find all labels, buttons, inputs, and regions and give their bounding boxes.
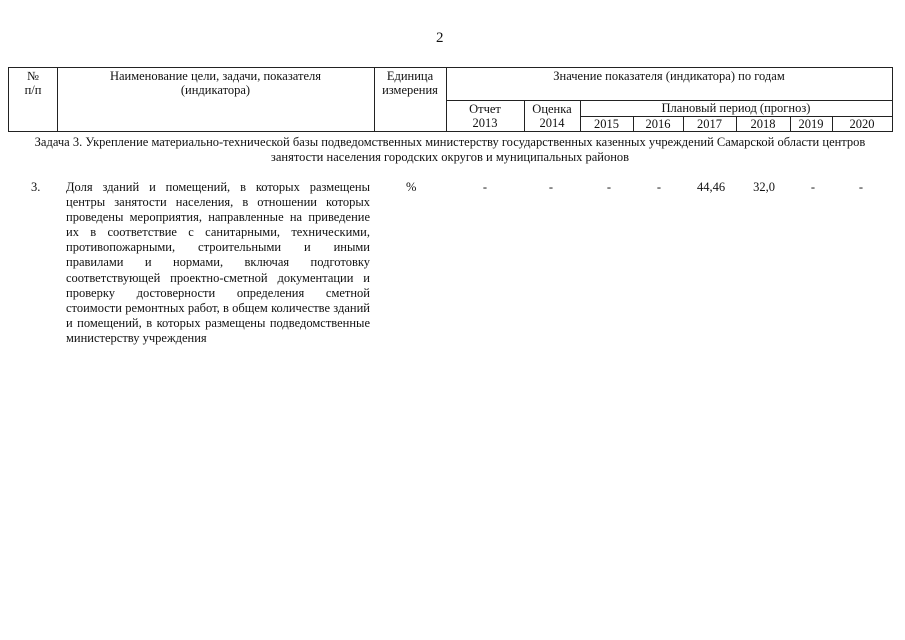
header-year: 2020 [849,117,875,131]
row-value-2015: - [606,180,612,194]
header-values: Значение показателя (индикатора) по годам [553,69,785,83]
task-title: Задача 3. Укрепление материально-технической базы подведомственных министерству государственных казенных учреждений Самарской области центров занятости населения городских округов и муниципальных районов [34,135,866,164]
row-indicator-name: Доля зданий и помещений, в которых размещены центры занятости населения, в отношении которых проведены мероприятия, направленные на приведение их в соответствие с санитарными, техническими, противопожарными, строительными и иными правилами и нормами, включая подготовку соответствующей проектно-сметной документации и проверку достоверности определения сметной стоимости ремонтных работ, в общем количестве зданий и помещений, в которых размещены подведомственные министерству учреждения [66,180,370,345]
header-report: Отчет 2013 [469,102,501,130]
row-number: 3. [31,180,41,194]
row-value-2018: 32,0 [753,180,775,194]
header-year: 2018 [750,117,776,131]
row-unit: % [406,180,417,194]
row-value-2017: 44,46 [696,180,726,194]
header-estimate: Оценка 2014 [532,102,572,130]
header-name: Наименование цели, задачи, показателя (индикатора) [109,69,322,97]
row-value-2020: - [858,180,864,194]
header-year: 2019 [798,117,824,131]
header-num: № п/п [24,69,42,97]
row-value-2016: - [656,180,662,194]
header-year: 2016 [645,117,671,131]
page-number: 2 [436,30,444,46]
row-value-2013: - [482,180,488,194]
header-plan: Плановый период (прогноз) [661,101,811,115]
header-unit: Единица измерения [382,69,438,97]
row-value-2014: - [548,180,554,194]
row-value-2019: - [810,180,816,194]
header-year: 2015 [594,117,619,131]
header-year: 2017 [697,117,722,131]
table-header [8,67,893,132]
